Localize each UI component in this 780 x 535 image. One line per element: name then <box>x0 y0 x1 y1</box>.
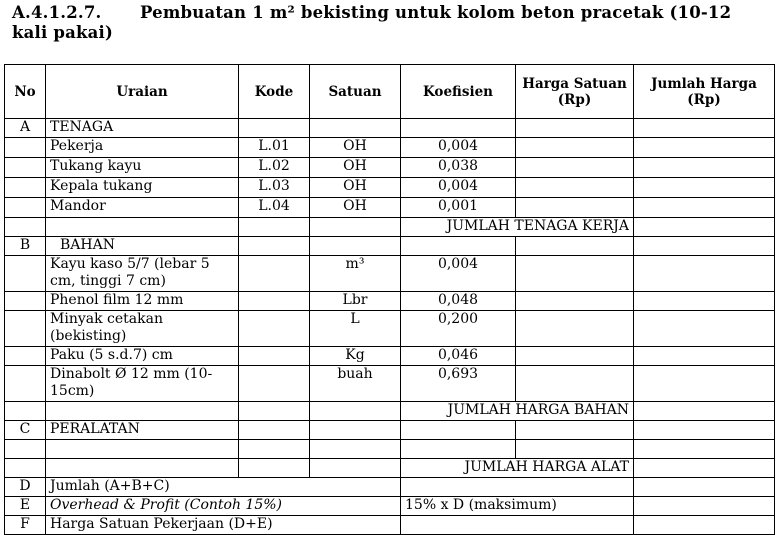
table-header-row <box>5 65 775 119</box>
subtotal-label: JUMLAH TENAGA KERJA <box>401 218 634 237</box>
item-kode <box>239 292 310 311</box>
subtotal-row-peralatan <box>5 459 775 478</box>
subtotal-row-tenaga <box>5 218 775 237</box>
item-uraian: Minyak cetakan (bekisting) <box>46 311 239 347</box>
item-koefisien: 0,046 <box>401 347 516 366</box>
table-row <box>5 178 775 198</box>
item-satuan: OH <box>310 198 401 218</box>
table-row <box>5 311 775 347</box>
row-no: D <box>5 478 46 497</box>
col-header-koefisien: Koefisien <box>401 65 516 119</box>
row-no: F <box>5 516 46 535</box>
summary-formula: 15% x D (maksimum) <box>401 497 634 516</box>
subtotal-row-bahan <box>5 402 775 421</box>
item-satuan: buah <box>310 366 401 402</box>
item-koefisien: 0,048 <box>401 292 516 311</box>
section-row-peralatan <box>5 421 775 440</box>
item-uraian: Tukang kayu <box>46 158 239 178</box>
item-satuan: OH <box>310 158 401 178</box>
section-label: TENAGA <box>46 119 239 138</box>
item-kode: L.03 <box>239 178 310 198</box>
item-kode: L.04 <box>239 198 310 218</box>
summary-row-e <box>5 497 775 516</box>
item-koefisien: 0,004 <box>401 138 516 158</box>
item-uraian: Pekerja <box>46 138 239 158</box>
item-satuan: OH <box>310 178 401 198</box>
item-koefisien: 0,693 <box>401 366 516 402</box>
item-uraian: Kepala tukang <box>46 178 239 198</box>
table-row <box>5 292 775 311</box>
col-header-harga-satuan: Harga Satuan (Rp) <box>516 65 634 119</box>
item-kode <box>239 311 310 347</box>
section-label: BAHAN <box>46 237 239 256</box>
item-satuan: Lbr <box>310 292 401 311</box>
summary-label: Overhead & Profit (Contoh 15%) <box>46 497 401 516</box>
row-no: B <box>5 237 46 256</box>
item-uraian: Phenol film 12 mm <box>46 292 239 311</box>
row-no: A <box>5 119 46 138</box>
row-no: C <box>5 421 46 440</box>
section-row-tenaga <box>5 119 775 138</box>
table-row <box>5 440 775 459</box>
item-satuan: OH <box>310 138 401 158</box>
summary-label: Harga Satuan Pekerjaan (D+E) <box>46 516 401 535</box>
section-label: PERALATAN <box>46 421 239 440</box>
section-row-bahan <box>5 237 775 256</box>
item-uraian: Mandor <box>46 198 239 218</box>
table-row <box>5 366 775 402</box>
table-row <box>5 138 775 158</box>
subtotal-label: JUMLAH HARGA BAHAN <box>401 402 634 421</box>
col-header-satuan: Satuan <box>310 65 401 119</box>
item-kode: L.01 <box>239 138 310 158</box>
item-satuan: L <box>310 311 401 347</box>
item-uraian: Dinabolt Ø 12 mm (10-15cm) <box>46 366 239 402</box>
summary-row-d <box>5 478 775 497</box>
row-no: E <box>5 497 46 516</box>
summary-formula <box>401 516 634 535</box>
section-title: Pembuatan 1 m² bekisting untuk kolom beton pracetak (10-12 kali pakai) <box>12 3 732 42</box>
table-row <box>5 256 775 292</box>
item-uraian: Kayu kaso 5/7 (lebar 5 cm, tinggi 7 cm) <box>46 256 239 292</box>
item-kode: L.02 <box>239 158 310 178</box>
col-header-jumlah-harga: Jumlah Harga (Rp) <box>634 65 775 119</box>
item-satuan: Kg <box>310 347 401 366</box>
col-header-kode: Kode <box>239 65 310 119</box>
table-row <box>5 198 775 218</box>
item-kode <box>239 366 310 402</box>
col-header-no: No <box>5 65 46 119</box>
table-row <box>5 158 775 178</box>
item-kode <box>239 347 310 366</box>
col-header-uraian: Uraian <box>46 65 239 119</box>
subtotal-label: JUMLAH HARGA ALAT <box>401 459 634 478</box>
item-koefisien: 0,001 <box>401 198 516 218</box>
item-koefisien: 0,200 <box>401 311 516 347</box>
table-row <box>5 347 775 366</box>
summary-label: Jumlah (A+B+C) <box>46 478 401 497</box>
section-number: A.4.1.2.7. <box>12 3 102 22</box>
item-kode <box>239 256 310 292</box>
item-koefisien: 0,038 <box>401 158 516 178</box>
summary-row-f <box>5 516 775 535</box>
section-heading <box>12 3 772 43</box>
cost-analysis-table <box>4 64 775 535</box>
item-satuan: m³ <box>310 256 401 292</box>
item-koefisien: 0,004 <box>401 178 516 198</box>
item-koefisien: 0,004 <box>401 256 516 292</box>
item-uraian: Paku (5 s.d.7) cm <box>46 347 239 366</box>
summary-formula <box>401 478 634 497</box>
